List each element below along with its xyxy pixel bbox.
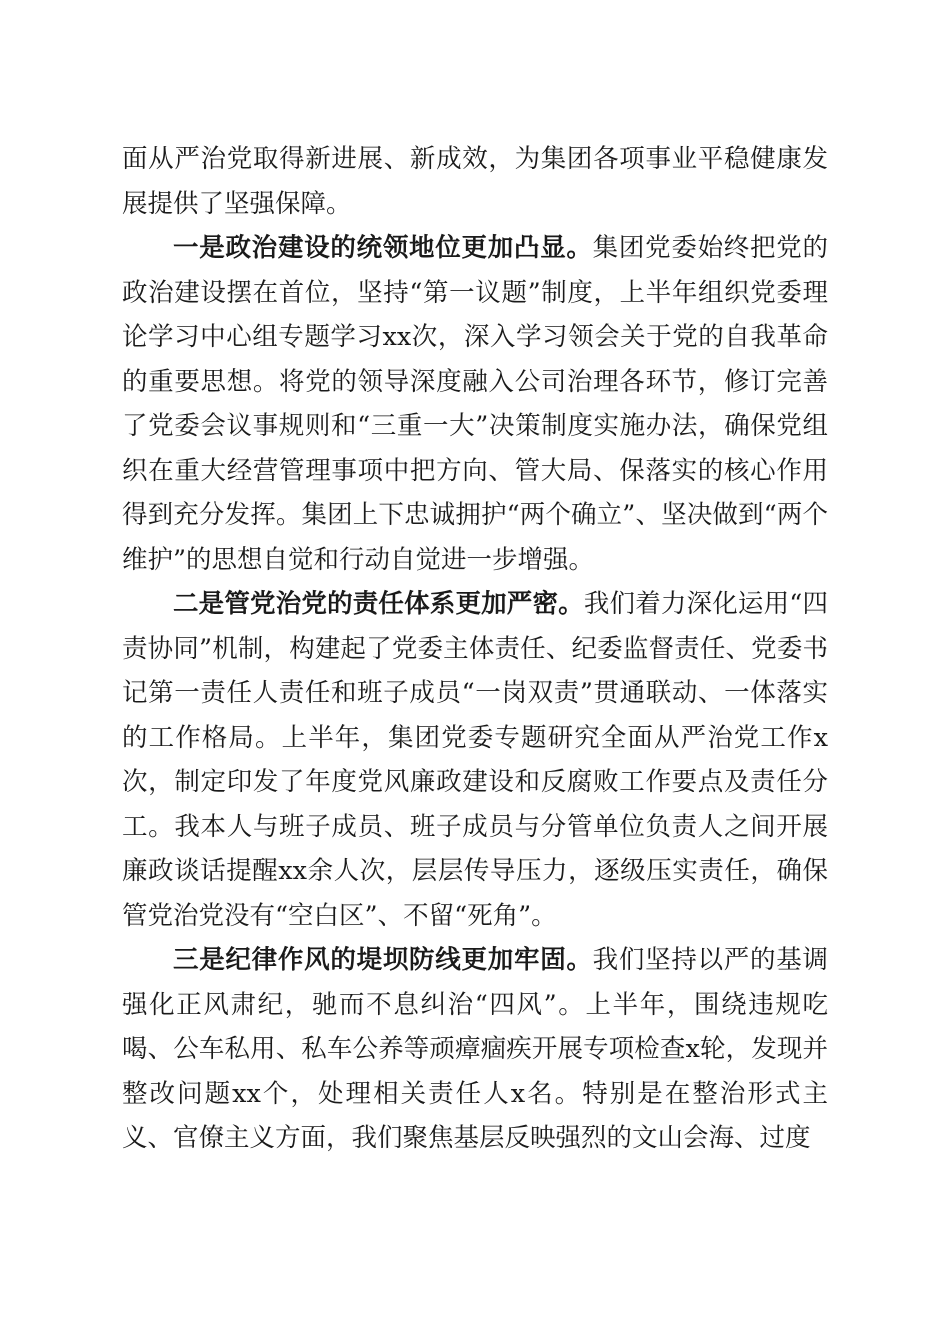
paragraph-lead: 一是政治建设的统领地位更加凸显。: [173, 233, 593, 263]
paragraph-text: 我们坚持以严的基调强化正风肃纪，驰而不息纠治“四风”。上半年，围绕违规吃喝、公车私用、私车公养等顽瘴痼疾开展专项检查x轮，发现并整改问题xx个，处理相关责任人x名。特别是在整治形式主义、官僚主义方面，我们聚焦基层反映强烈的文山会海、过度: [122, 945, 828, 1153]
paragraph-text: 面从严治党取得新进展、新成效，为集团各项事业平稳健康发展提供了坚强保障。: [122, 144, 828, 219]
paragraph-text: 我们着力深化运用“四责协同”机制，构建起了党委主体责任、纪委监督责任、党委书记第一责任人责任和班子成员“一岗双责”贯通联动、一体落实的工作格局。上半年，集团党委专题研究全面从严治党工作x次，制定印发了年度党风廉政建设和反腐败工作要点及责任分工。我本人与班子成员、班子成员与分管单位负责人之间开展廉政谈话提醒xx余人次，层层传导压力，逐级压实责任，确保管党治党没有“空白区”、不留“死角”。: [122, 589, 828, 931]
paragraph-lead: 二是管党治党的责任体系更加严密。: [173, 589, 584, 619]
paragraph-discipline-style: [122, 938, 828, 1161]
paragraph-responsibility-system: [122, 582, 828, 938]
paragraph-lead: 三是纪律作风的堤坝防线更加牢固。: [173, 945, 593, 975]
paragraph-political-construction: [122, 226, 828, 582]
document-body: [122, 137, 828, 1161]
paragraph-text: 集团党委始终把党的政治建设摆在首位，坚持“第一议题”制度，上半年组织党委理论学习中心组专题学习xx次，深入学习领会关于党的自我革命的重要思想。将党的领导深度融入公司治理各环节，修订完善了党委会议事规则和“三重一大”决策制度实施办法，确保党组织在重大经营管理事项中把方向、管大局、保落实的核心作用得到充分发挥。集团上下忠诚拥护“两个确立”、坚决做到“两个维护”的思想自觉和行动自觉进一步增强。: [122, 233, 828, 575]
paragraph-continuation: [122, 137, 828, 226]
